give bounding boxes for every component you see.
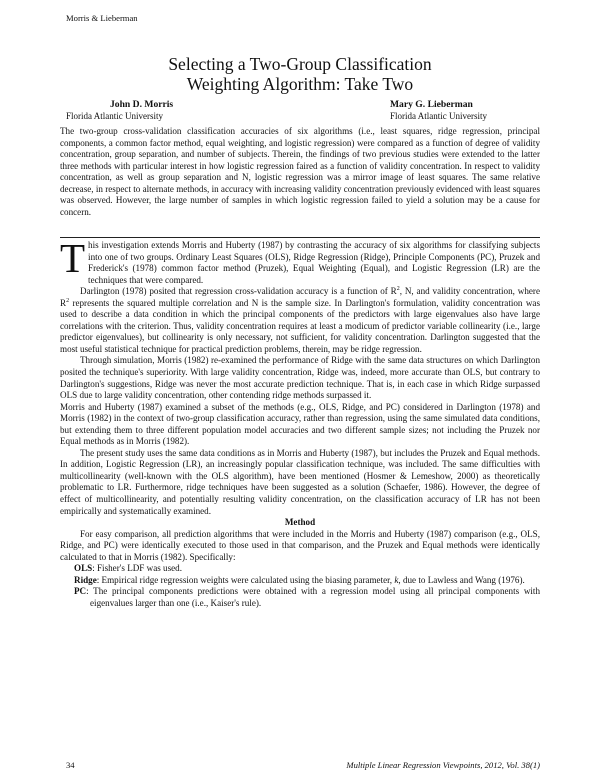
- abstract-divider: [60, 237, 540, 238]
- term-ridge: Ridge: [74, 574, 97, 585]
- paragraph-method: For easy comparison, all prediction algorithms that were included in the Morris and Huberty (1987) comparison (e.g., OLS, Ridge, and PC) were identically executed to those used in that comparison, and the Pruzek and Equal methods were identically calculated to that in Morris (1982). Specifically:: [60, 528, 540, 562]
- list-item-ridge: [74, 574, 540, 587]
- item-text: : Fisher's LDF was used.: [92, 563, 182, 574]
- abstract: The two-group cross-validation classification accuracies of six algorithms (i.e., least squares, ridge regression, principal components, a common factor method, equal weighting, and logistic regression) were compared as a function of degree of validity concentration, group separation, and number of subjects. Therein, the findings of two previous studies were extended to the latter three methods with particular interest in how logistic regression faired as a function of validity concentration. In respect to validity concentration, as well as group separation and N, logistic regression was a mirror image of least squares. The same relative decrease, in respect to alternate methods, in accuracy with increasing validity concentration previously evidenced with least squares was observed. However, the large number of samples in which logistic regression failed to yield a solution may be a cause for concern.: [60, 126, 540, 217]
- text-segment: , N, and validity concentration, where R: [60, 286, 540, 308]
- paragraph-darlington: [60, 286, 540, 355]
- item-text: , due to Lawless and Wang (1976).: [398, 574, 525, 585]
- article-body: [60, 235, 540, 610]
- author-1-affiliation: Florida Atlantic University: [66, 111, 163, 121]
- paragraph-morris-huberty: Morris and Huberty (1987) examined a subset of the methods (e.g., OLS, Ridge, and PC) considered in Darlington (1978) and Morris (1982) in the context of two-group classification accuracy, rather than regression, using the same simulated data conditions, but extending them to three different population model accuracies and two different sample sizes; not including the Pruzek nor Equal methods as in Morris (1982).: [60, 401, 540, 447]
- text-segment: Darlington (1978) posited that regression cross-validation accuracy is a function of R: [80, 286, 397, 297]
- variable-k: k: [394, 574, 399, 585]
- journal-footer: Multiple Linear Regression Viewpoints, 2012, Vol. 38(1): [346, 760, 540, 770]
- term-pc: PC: [74, 586, 87, 597]
- list-item-ols: [74, 563, 540, 575]
- item-text: : The principal components predictions were obtained with a regression model using all principal components with eigenvalues larger than one (i.e., Kaiser's rule).: [86, 586, 540, 608]
- page-number: 34: [66, 760, 75, 770]
- paragraph-simulation: Through simulation, Morris (1982) re-examined the performance of Ridge with the same data structures on which Darlington posited the technique's superiority. With large validity concentration, Ridge was, indeed, more accurate than OLS, but contrary to Darlington's suggestions, Ridge was never the most accurate prediction technique. That is, in each case in which Ridge surpassed OLS due to large validity concentration, other contending ridge methods surpassed it.: [60, 355, 540, 401]
- title-line-2: Weighting Algorithm: Take Two: [186, 74, 414, 94]
- author-1-name: John D. Morris: [110, 99, 174, 110]
- term-ols: OLS: [74, 563, 93, 574]
- text-segment: represents the squared multiple correlation and N is the sample size. In Darlington's formulation, validity concentration was used to describe a data condition in which the principal components of the predictors with large eigenvalues also have large correlations with the criterion. Thus, validity concentration requires at least a modicum of predictor variable collinearity (i.e., large predictor eigenvalues), but collinearity is only necessary, not sufficient, for validity concentration. Darlington suggested that the most useful statistical technique for practical prediction problems, therein, may be ridge regression.: [60, 297, 540, 354]
- method-heading: Method: [284, 517, 316, 528]
- paragraph-intro: [60, 235, 540, 286]
- paragraph-intro-text: his investigation extends Morris and Huberty (1987) by contrasting the accuracy of six algorithms for classifying subjects into one of two groups. Ordinary Least Squares (OLS), Ridge Regression (Ridge), Principle Components (PC), Pruzek and Frederick's (1978) common factor method (Pruzek), Equal Weighting (Equal), and Logistic Regression (LR) are the techniques that were compared.: [88, 240, 540, 285]
- list-item-pc: [74, 586, 540, 609]
- author-2-affiliation: Florida Atlantic University: [390, 111, 487, 121]
- superscript: 2: [66, 297, 70, 304]
- title-line-1: Selecting a Two-Group Classification: [168, 54, 432, 74]
- running-head: Morris & Lieberman: [66, 13, 138, 23]
- paper-title: [60, 54, 540, 94]
- author-2-name: Mary G. Lieberman: [390, 99, 473, 110]
- superscript: 2: [396, 286, 400, 293]
- drop-cap: T: [60, 235, 86, 281]
- item-text: : Empirical ridge regression weights were calculated using the biasing parameter,: [96, 574, 395, 585]
- paragraph-present-study: The present study uses the same data conditions as in Morris and Huberty (1987), but includes the Pruzek and Equal methods. In addition, Logistic Regression (LR), an increasingly popular classification technique, was included. The same difficulties with multicollinearity (well-known with the OLS algorithm), have been mentioned (Hosmer & Lemeshow, 2000) as theoretically problematic to LR. Furthermore, ridge techniques have been suggested as a solution (Schaefer, 1986). However, the degree of effect of multicollinearity, and potentially resulting validity concentration, on the classification accuracy of LR has not been empirically and systematically examined.: [60, 447, 540, 516]
